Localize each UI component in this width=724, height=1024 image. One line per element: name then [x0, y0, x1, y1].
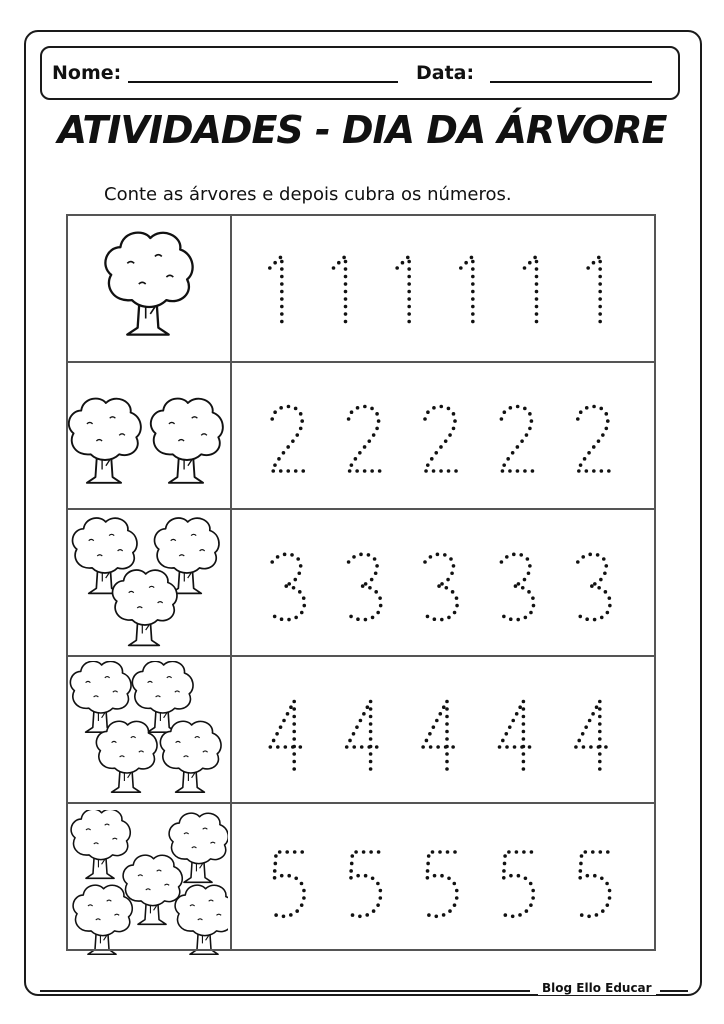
page-title: ATIVIDADES - DIA DA ÁRVORE: [57, 108, 667, 152]
tracing-digit-3[interactable]: [270, 553, 306, 622]
tree-icon: [69, 399, 141, 483]
digit-tracing-cell[interactable]: [228, 214, 650, 359]
tree-icon: [96, 721, 157, 792]
tracing-digit-5[interactable]: [423, 850, 459, 918]
digit-tracing-cell[interactable]: [228, 810, 650, 955]
instruction-text: Conte as árvores e depois cubra os números.: [104, 184, 512, 205]
date-field[interactable]: [490, 81, 652, 83]
digit-tracing-cell[interactable]: [228, 363, 650, 508]
counting-grid: [66, 214, 724, 959]
tracing-digit-2[interactable]: [347, 405, 383, 473]
date-label: Data:: [416, 62, 475, 84]
footer-credit: Blog Ello Educar: [538, 981, 656, 995]
tree-icon: [151, 399, 223, 483]
tree-icon: [105, 233, 192, 335]
tracing-digit-3[interactable]: [499, 553, 535, 622]
footer-rule-right: [660, 990, 688, 992]
tracing-digit-1[interactable]: [395, 256, 411, 324]
digit-tracing-cell[interactable]: [228, 661, 650, 806]
tracing-digit-4[interactable]: [345, 700, 383, 771]
tracing-digit-4[interactable]: [421, 700, 459, 771]
tracing-digit-2[interactable]: [576, 405, 612, 473]
tree-count-cell: [66, 810, 228, 955]
tree-count-cell: [66, 512, 228, 657]
tree-icon: [73, 885, 132, 954]
tree-count-cell: [66, 661, 228, 806]
tree-icon: [175, 885, 228, 954]
tracing-digit-4[interactable]: [574, 700, 612, 771]
tree-count-cell: [66, 214, 228, 359]
tracing-digit-5[interactable]: [270, 850, 306, 918]
tracing-digit-1[interactable]: [523, 256, 539, 324]
tree-icon: [113, 570, 177, 645]
tracing-digit-4[interactable]: [498, 700, 536, 771]
header-box: [40, 46, 680, 100]
tracing-digit-1[interactable]: [332, 256, 348, 324]
tracing-digit-1[interactable]: [586, 256, 602, 324]
tracing-digit-3[interactable]: [347, 553, 383, 622]
tracing-digit-3[interactable]: [576, 553, 612, 622]
tracing-digit-3[interactable]: [423, 553, 459, 622]
tracing-digit-2[interactable]: [500, 405, 536, 473]
tracing-digit-4[interactable]: [269, 700, 307, 771]
footer-rule-left: [40, 990, 530, 992]
name-label: Nome:: [52, 62, 122, 84]
tracing-digit-1[interactable]: [459, 256, 475, 324]
tracing-digit-5[interactable]: [499, 850, 535, 918]
name-field[interactable]: [128, 81, 398, 83]
tree-icon: [160, 721, 221, 792]
tracing-digit-2[interactable]: [270, 405, 306, 473]
tracing-digit-2[interactable]: [423, 405, 459, 473]
tracing-digit-1[interactable]: [268, 256, 284, 324]
tree-count-cell: [66, 363, 228, 508]
tracing-digit-5[interactable]: [576, 850, 612, 918]
digit-tracing-cell[interactable]: [228, 512, 650, 657]
tracing-digit-5[interactable]: [347, 850, 383, 918]
tree-icon: [71, 810, 130, 878]
